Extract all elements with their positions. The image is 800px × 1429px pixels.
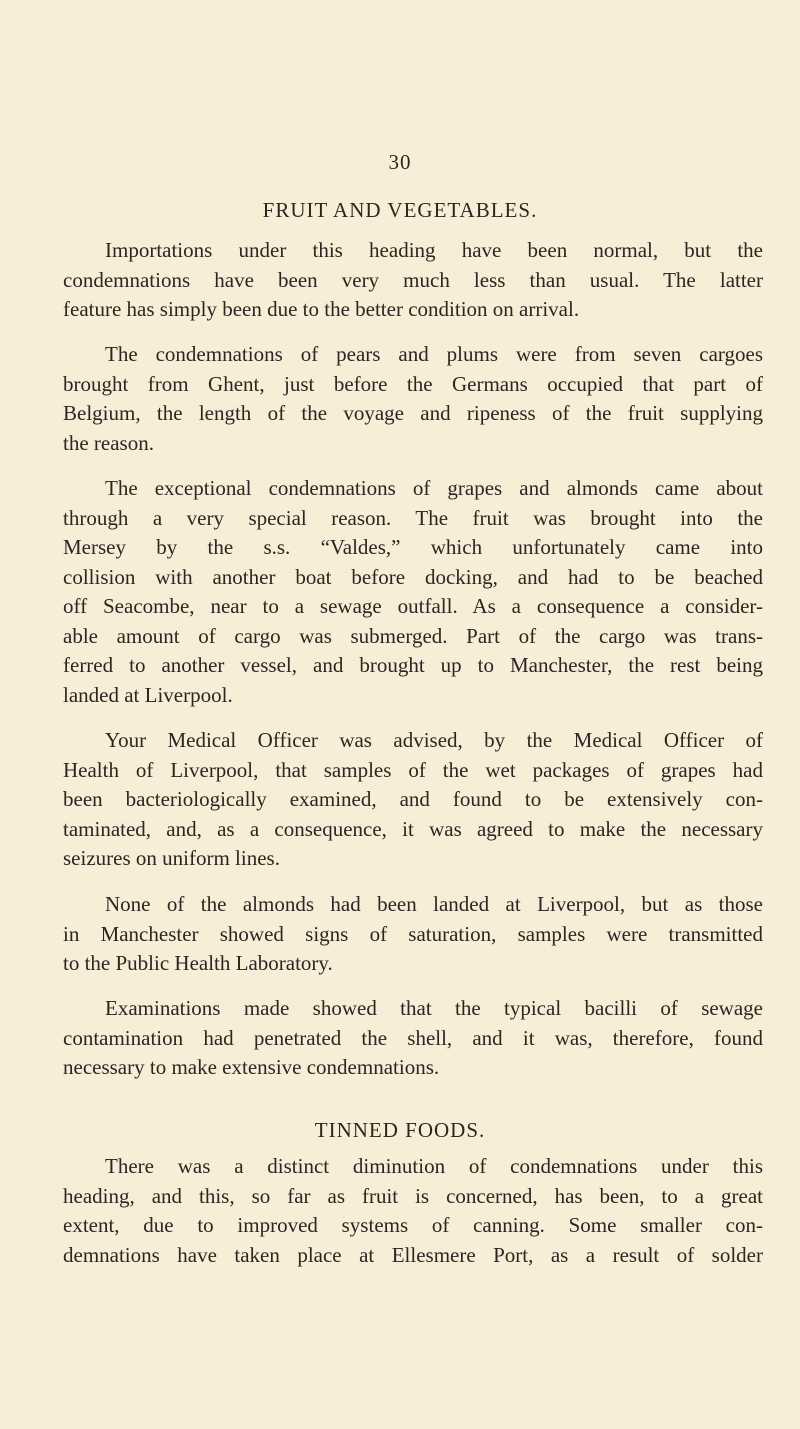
paragraph: The exceptional condemnations of grapes and almonds came about through a very special reason. The fruit was brought into the Mersey by the s.s. “Valdes,” which unfortunately came into collision with another boat before docking, and had to be beached off Seacombe, near to a sewage outfall. As a consequence a consider- able amount of cargo was submerged. Part of the cargo was trans- ferred to another vessel, and brought up to Manchester, the rest being landed at Liverpool. bbox=[63, 476, 763, 707]
section-heading-fruit: FRUIT AND VEGETABLES. bbox=[262, 198, 538, 222]
paragraph: Your Medical Officer was advised, by the Medical Officer of Health of Liverpool, that samples of the wet packages of grapes had been bacteriologically examined, and found to be extensively con- taminated, and, as a consequence, it was agreed to make the necessary seizures on uniform lines. bbox=[63, 728, 763, 870]
paragraph: Examinations made showed that the typical bacilli of sewage contamination had penetrated the shell, and it was, therefore, found necessary to make extensive condemnations. bbox=[63, 996, 763, 1079]
paragraph: The condemnations of pears and plums were from seven cargoes brought from Ghent, just before the Germans occupied that part of Belgium, the length of the voyage and ripeness of the fruit supplying the reason. bbox=[63, 342, 763, 455]
paragraph: None of the almonds had been landed at Liverpool, but as those in Manchester showed signs of saturation, samples were transmitted to the Public Health Laboratory. bbox=[63, 892, 763, 975]
page-number: 30 bbox=[388, 150, 412, 174]
paragraph: There was a distinct diminution of condemnations under this heading, and this, so far as fruit is concerned, has been, to a great extent, due to improved systems of canning. Some smaller con- demnations have taken place at Ellesmere Port, as a result of solder bbox=[63, 1154, 763, 1267]
paragraph: Importations under this heading have been normal, but the condemnations have been very much less than usual. The latter feature has simply been due to the better condition on arrival. bbox=[63, 238, 763, 321]
section-heading-tinned-foods: TINNED FOODS. bbox=[314, 1118, 486, 1142]
